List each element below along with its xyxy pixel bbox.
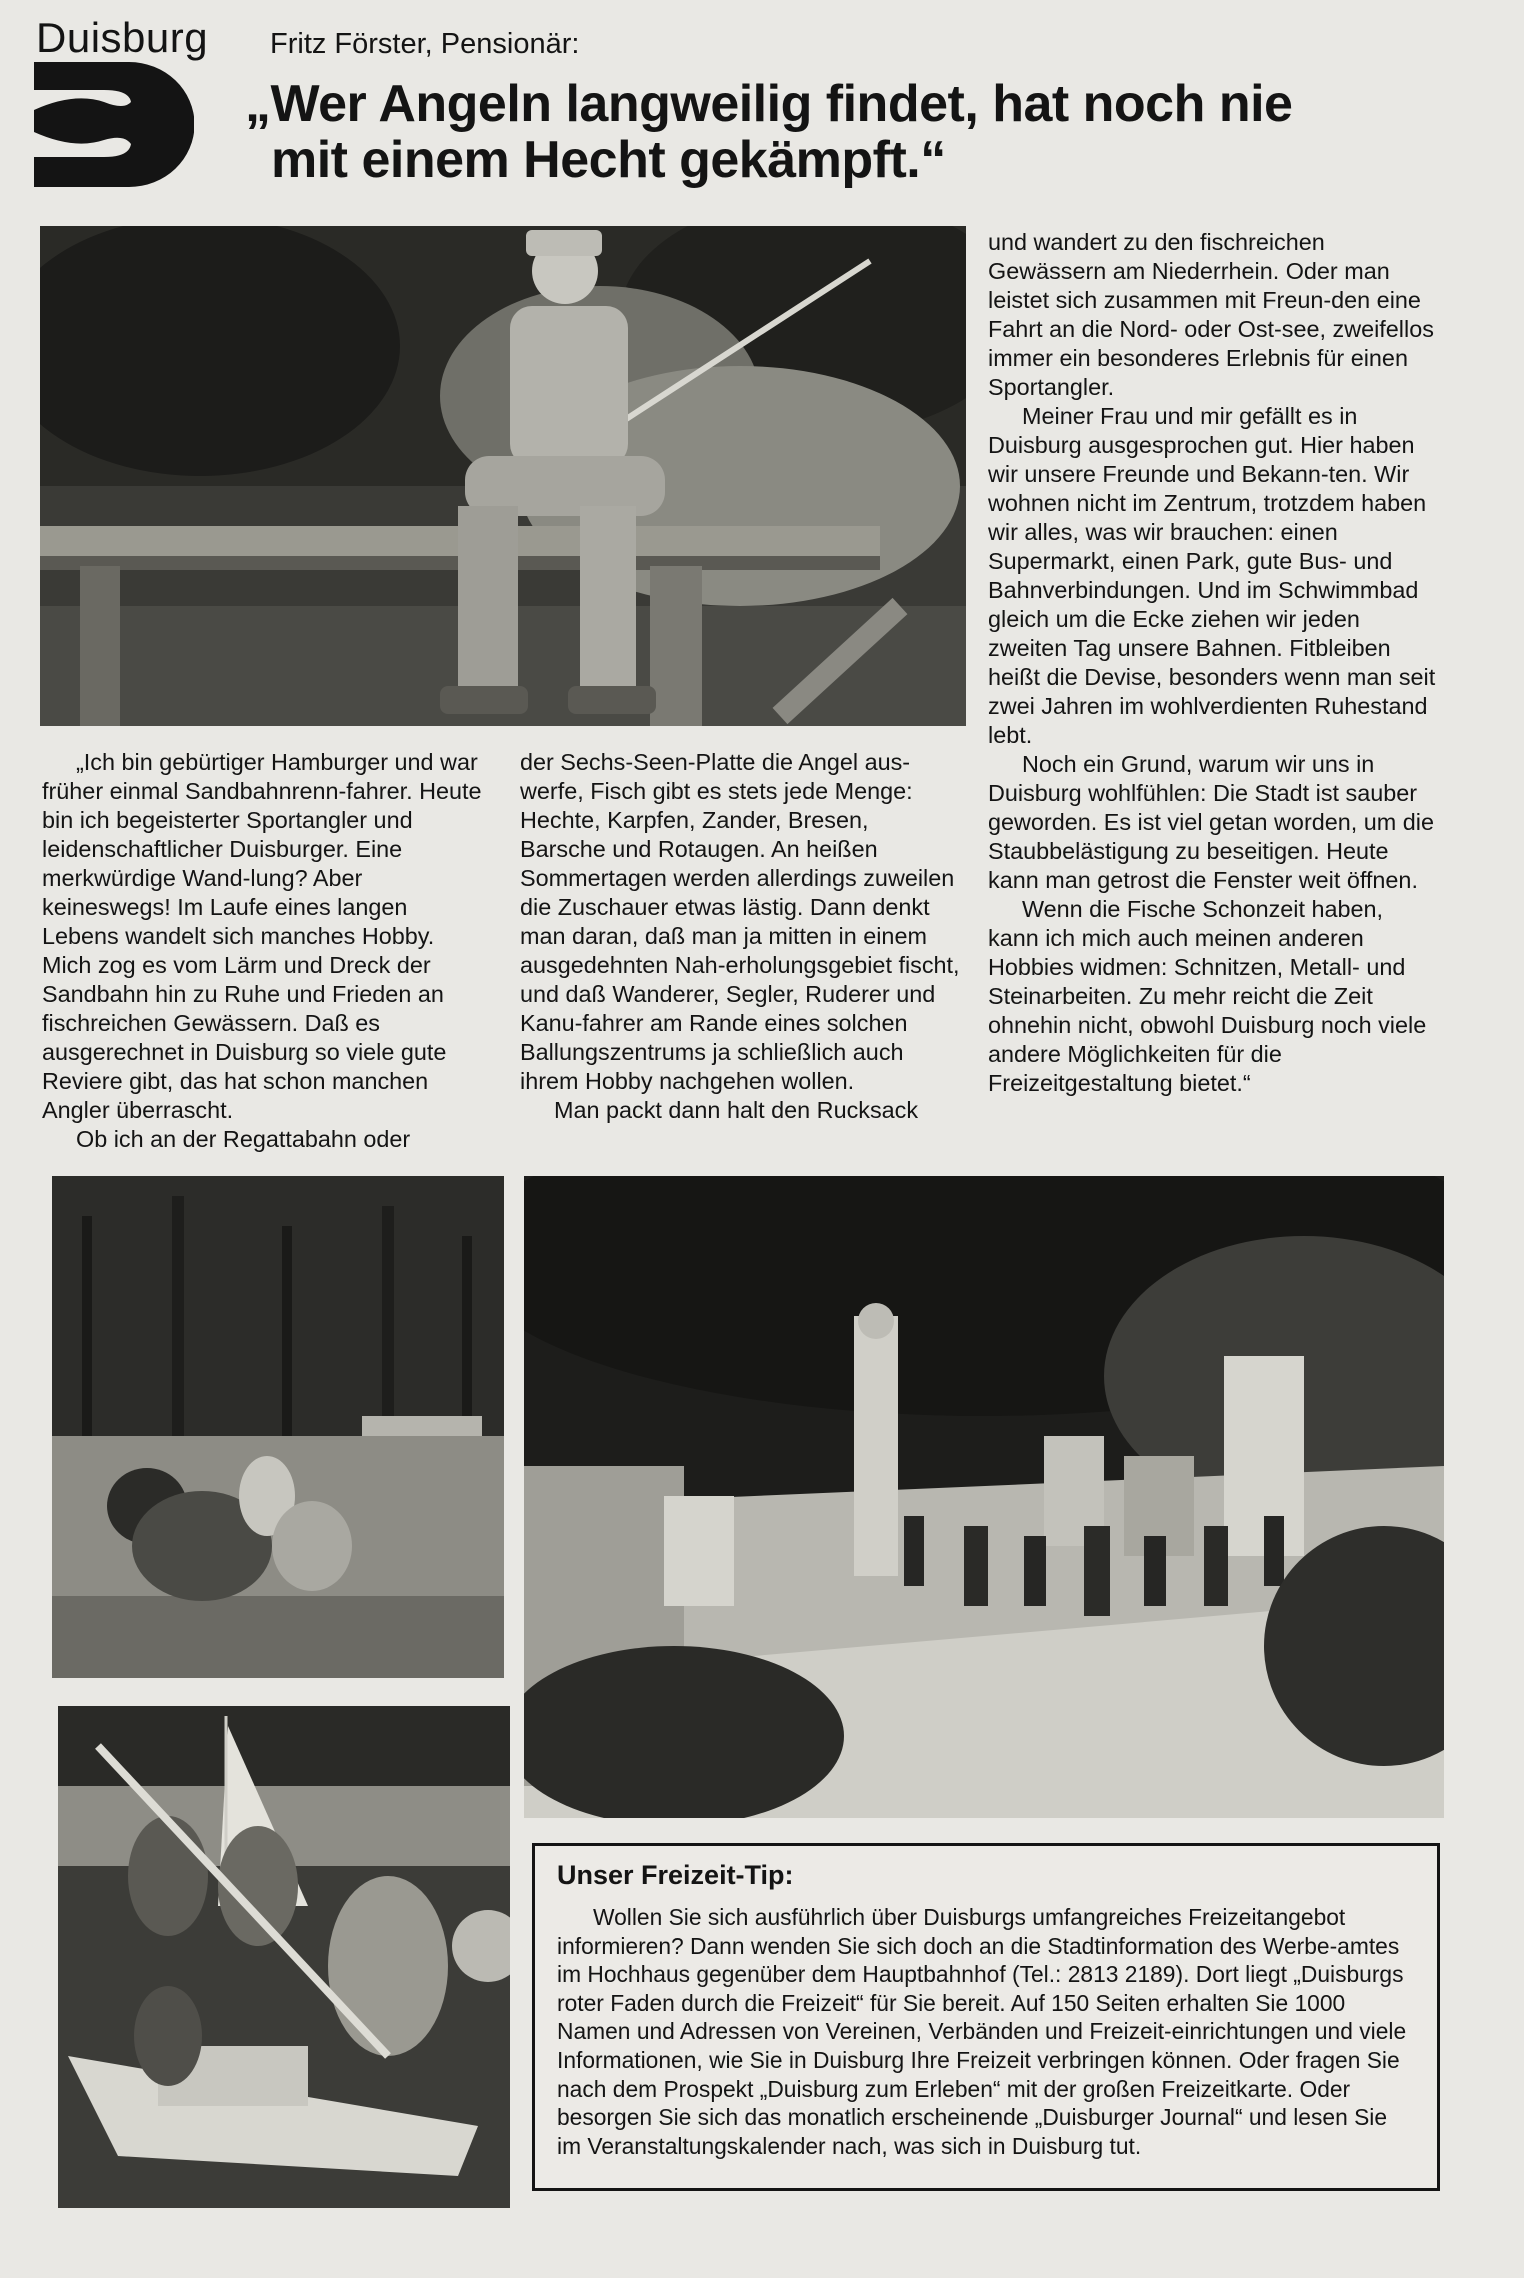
city-name: Duisburg: [36, 14, 209, 61]
paragraph: Man packt dann halt den Rucksack: [554, 1097, 919, 1123]
duisburg-logo-icon: [34, 62, 194, 187]
paragraph: Wenn die Fische Schonzeit haben, kann ich mich auch meinen anderen Hobbies widmen: Schnitzen, Metall- und Steinarbeiten. Zu mehr reicht die Zeit ohnehin nicht, obwohl Duisburg noch viele andere Möglichkeiten für die Freizeitgestaltung bietet.“: [988, 896, 1427, 1096]
photo-meadow-picnic: [52, 1176, 504, 1678]
article-column-3: [988, 228, 1436, 1098]
byline: Fritz Förster, Pensionär:: [270, 28, 580, 60]
photo-angler: [40, 226, 966, 726]
photo-garden-chess: [524, 1176, 1444, 1818]
tip-title: Unser Freizeit-Tip:: [557, 1860, 794, 1890]
paragraph: Ob ich an der Regattabahn oder: [76, 1126, 411, 1152]
paragraph: Meiner Frau und mir gefällt es in Duisburg ausgesprochen gut. Hier haben wir unsere Freunde und Bekann-ten. Wir wohnen nicht im Zentrum, trotzdem haben wir alles, was wir brauchen: einen Supermarkt, einen Park, gute Bus- und Bahnverbindungen. Und im Schwimmbad gleich um die Ecke ziehen wir jeden zweiten Tag unsere Bahnen. Fitbleiben heißt die Devise, besonders wenn man seit zwei Jahren im wohlverdienten Ruhestand lebt.: [988, 403, 1436, 748]
paragraph: der Sechs-Seen-Platte die Angel aus-werfe, Fisch gibt es stets jede Menge: Hechte, Karpfen, Zander, Bresen, Barsche und Rotaugen. An heißen Sommertagen werden allerdings zuweilen die Zuschauer etwas lästig. Dann denkt man daran, daß man ja mitten in einem ausgedehnten Nah-erholungsgebiet fischt, und daß Wanderer, Segler, Ruderer und Kanu-fahrer am Rande eines solchen Ballungszentrums ja schließlich auch ihrem Hobby nachgehen wollen.: [520, 749, 960, 1094]
headline-line-2: mit einem Hecht gekämpft.“: [271, 131, 946, 189]
article-column-1: [42, 748, 482, 1154]
headline-line-1: „Wer Angeln langweilig findet, hat noch nie: [245, 75, 1293, 133]
article-column-2: [520, 748, 960, 1125]
freizeit-tip-box: [532, 1843, 1440, 2191]
headline: [245, 76, 1445, 188]
paragraph: und wandert zu den fischreichen Gewässern am Niederrhein. Oder man leistet sich zusammen mit Freun-den eine Fahrt an die Nord- oder Ost-see, zweifellos immer ein besonderes Erlebnis für einen Sportangler.: [988, 229, 1434, 400]
photo-model-boats: [58, 1706, 510, 2208]
tip-body: Wollen Sie sich ausführlich über Duisburgs umfangreiches Freizeitangebot informieren? Dann wenden Sie sich doch an die Stadtinformation des Werbe-amtes im Hochhaus gegenüber dem Hauptbahnhof (Tel.: 2813 2189). Dort liegt „Duisburgs roter Faden durch die Freizeit“ für Sie bereit. Auf 150 Seiten erhalten Sie 1000 Namen und Adressen von Vereinen, Verbänden und Freizeit-einrichtungen und viele Informationen, wie Sie in Duisburg Ihre Freizeit verbringen können. Oder fragen Sie nach dem Prospekt „Duisburg zum Erleben“ mit der großen Freizeitkarte. Oder besorgen Sie sich das monatlich erscheinende „Duisburger Journal“ und lesen Sie im Veranstaltungskalender nach, was sich in Duisburg tut.: [557, 1904, 1407, 2159]
paragraph: Noch ein Grund, warum wir uns in Duisburg wohlfühlen: Die Stadt ist sauber geworden. Es ist viel getan worden, um die Staubbelästigung zu beseitigen. Heute kann man getrost die Fenster weit öffnen.: [988, 751, 1434, 893]
paragraph: „Ich bin gebürtiger Hamburger und war früher einmal Sandbahnrenn-fahrer. Heute bin ich begeisterter Sportangler und leidenschaftlicher Duisburger. Eine merkwürdige Wand-lung? Aber keineswegs! Im Laufe eines langen Lebens wandelt sich manches Hobby. Mich zog es vom Lärm und Dreck der Sandbahn hin zu Ruhe und Frieden an fischreichen Gewässern. Daß es ausgerechnet in Duisburg so viele gute Reviere gibt, das hat schon manchen Angler überrascht.: [42, 749, 482, 1123]
